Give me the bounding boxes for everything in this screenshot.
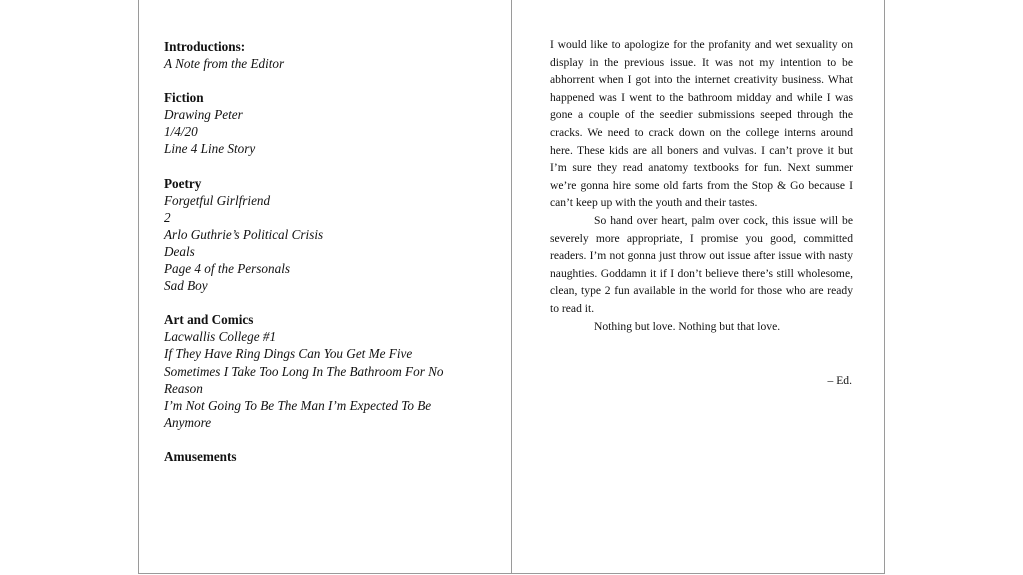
toc-item: I’m Not Going To Be The Man I’m Expected To Be Anymore bbox=[164, 397, 432, 430]
toc-item: Lacwallis College #1 bbox=[164, 329, 277, 345]
toc-section-art-and-comics bbox=[164, 311, 474, 431]
toc-item: Sad Boy bbox=[164, 278, 208, 294]
toc-item: Arlo Guthrie’s Political Crisis bbox=[164, 226, 324, 242]
toc-item: Line 4 Line Story bbox=[164, 141, 256, 157]
toc-heading: Amusements bbox=[164, 448, 237, 464]
toc-section-introductions bbox=[164, 38, 474, 72]
note-paragraph: So hand over heart, palm over cock, this issue will be severely more appropriate, I promise you good, committed readers. I’m not gonna just throw out issue after issue with nasty naughties. Goddamn it if I don’t believe there’s still wholesome, clean, type 2 fun available in the world for those who are ready to read it. bbox=[550, 213, 853, 315]
toc-item: Deals bbox=[164, 243, 195, 259]
toc-item: 1/4/20 bbox=[164, 124, 198, 140]
toc-item: A Note from the Editor bbox=[164, 56, 285, 72]
toc-item: 2 bbox=[164, 209, 171, 225]
toc-item: If They Have Ring Dings Can You Get Me Five bbox=[164, 346, 413, 362]
right-page bbox=[511, 0, 885, 574]
toc-section-amusements bbox=[164, 448, 474, 465]
toc-section-poetry bbox=[164, 175, 474, 295]
toc-section-fiction bbox=[164, 89, 474, 157]
toc-item: Drawing Peter bbox=[164, 107, 243, 123]
note-paragraph: I would like to apologize for the profanity and wet sexuality on display in the previous issue. It was not my intention to be abhorrent when I got into the internet creativity business. What happened was I went to the bathroom midday and while I was gone a couple of the seedier submissions seeped through the cracks. We need to crack down on the college interns around here. These kids are all boners and vulvas. I can’t prove it but I’m sure they read anatomy textbooks for fun. Next summer we’re gonna hire some old farts from the Stop & Go because I can’t keep up with the youth and their tastes. bbox=[550, 38, 853, 210]
toc-item: Sometimes I Take Too Long In The Bathroom For No Reason bbox=[164, 363, 444, 396]
toc-heading: Poetry bbox=[164, 175, 202, 191]
editor-note bbox=[550, 36, 853, 335]
left-page bbox=[138, 0, 512, 574]
toc-item: Forgetful Girlfriend bbox=[164, 192, 271, 208]
toc-heading: Introductions: bbox=[164, 39, 246, 54]
table-of-contents bbox=[164, 38, 474, 482]
toc-heading: Art and Comics bbox=[164, 312, 254, 328]
toc-heading: Fiction bbox=[164, 90, 204, 106]
editor-signature: – Ed. bbox=[827, 374, 852, 387]
book-spread bbox=[138, 0, 885, 575]
toc-item: Page 4 of the Personals bbox=[164, 261, 290, 277]
note-paragraph: Nothing but love. Nothing but that love. bbox=[594, 319, 781, 333]
